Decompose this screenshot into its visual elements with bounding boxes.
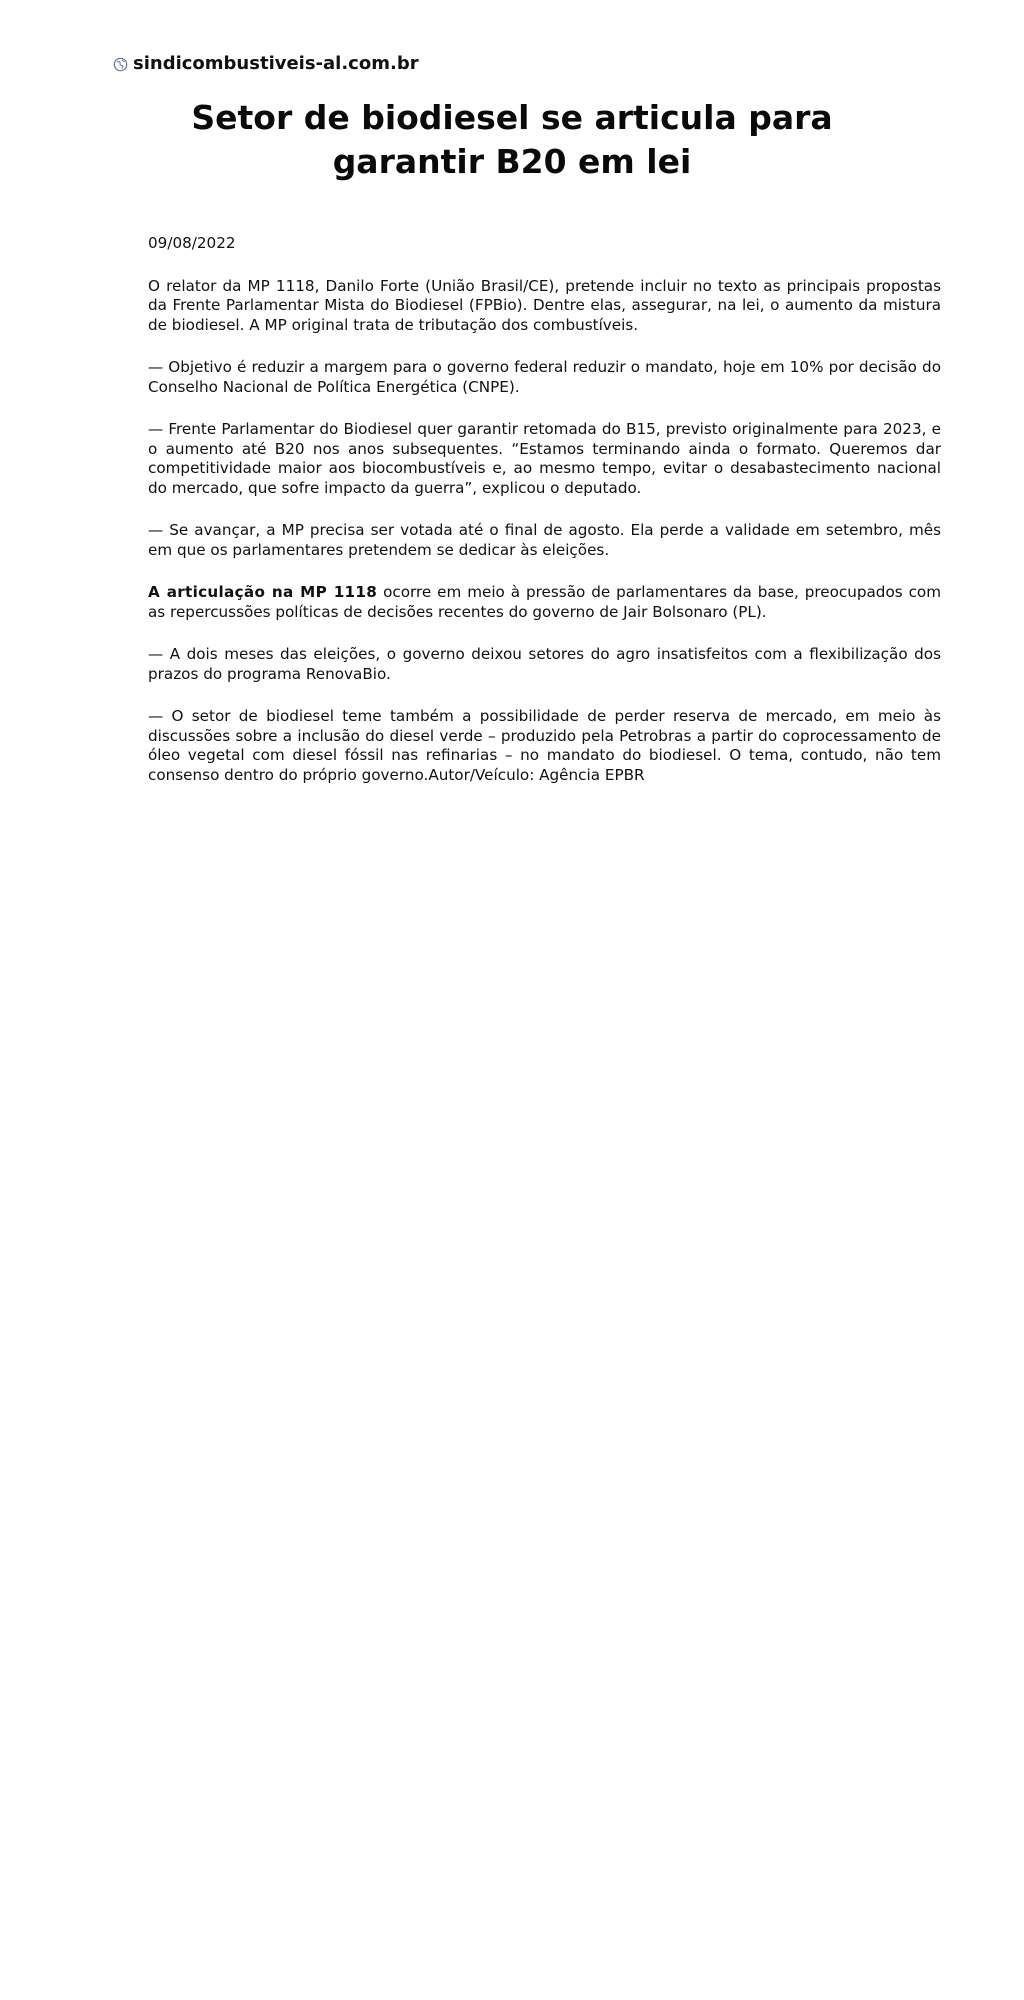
site-name[interactable]: sindicombustiveis-al.com.br	[133, 53, 419, 74]
article-title: Setor de biodiesel se articula para garantir B20 em lei	[191, 98, 833, 181]
globe-icon	[113, 57, 128, 72]
article-paragraph: — Objetivo é reduzir a margem para o governo federal reduzir o mandato, hoje em 10% por decisão do Conselho Nacional de Política Energética (CNPE).	[148, 358, 941, 396]
article-paragraph: — A dois meses das eleições, o governo deixou setores do agro insatisfeitos com a flexibilização dos prazos do programa RenovaBio.	[148, 645, 941, 683]
article-paragraph: — O setor de biodiesel teme também a possibilidade de perder reserva de mercado, em meio às discussões sobre a inclusão do diesel verde – produzido pela Petrobras a partir do coprocessamento de óleo vegetal com diesel fóssil nas refinarias – no mandato do biodiesel. O tema, contudo, não tem consenso dentro do próprio governo.Autor/Veículo: Agência EPBR	[148, 707, 941, 784]
article-paragraph-text: ocorre em meio à pressão de parlamentares da base, preocupados com as repercussões políticas de decisões recentes do governo de Jair Bolsonaro (PL).	[148, 583, 942, 621]
article-paragraph: O relator da MP 1118, Danilo Forte (União Brasil/CE), pretende incluir no texto as principais propostas da Frente Parlamentar Mista do Biodiesel (FPBio). Dentre elas, assegurar, na lei, o aumento da mistura de biodiesel. A MP original trata de tributação dos combustíveis.	[148, 276, 941, 334]
site-header	[113, 53, 419, 75]
article-bold-lead: A articulação na MP 1118	[148, 583, 378, 601]
article-date: 09/08/2022	[148, 234, 236, 252]
article-paragraph	[148, 583, 941, 622]
article-body	[148, 230, 941, 808]
article-paragraph: — Frente Parlamentar do Biodiesel quer garantir retomada do B15, previsto originalmente para 2023, e o aumento até B20 nos anos subsequentes. “Estamos terminando ainda o formato. Queremos dar competitividade maior aos biocombustíveis e, ao mesmo tempo, evitar o desabastecimento nacional do mercado, que sofre impacto da guerra”, explicou o deputado.	[148, 420, 941, 497]
article-paragraph: — Se avançar, a MP precisa ser votada até o final de agosto. Ela perde a validade em setembro, mês em que os parlamentares pretendem se dedicar às eleições.	[148, 521, 941, 559]
